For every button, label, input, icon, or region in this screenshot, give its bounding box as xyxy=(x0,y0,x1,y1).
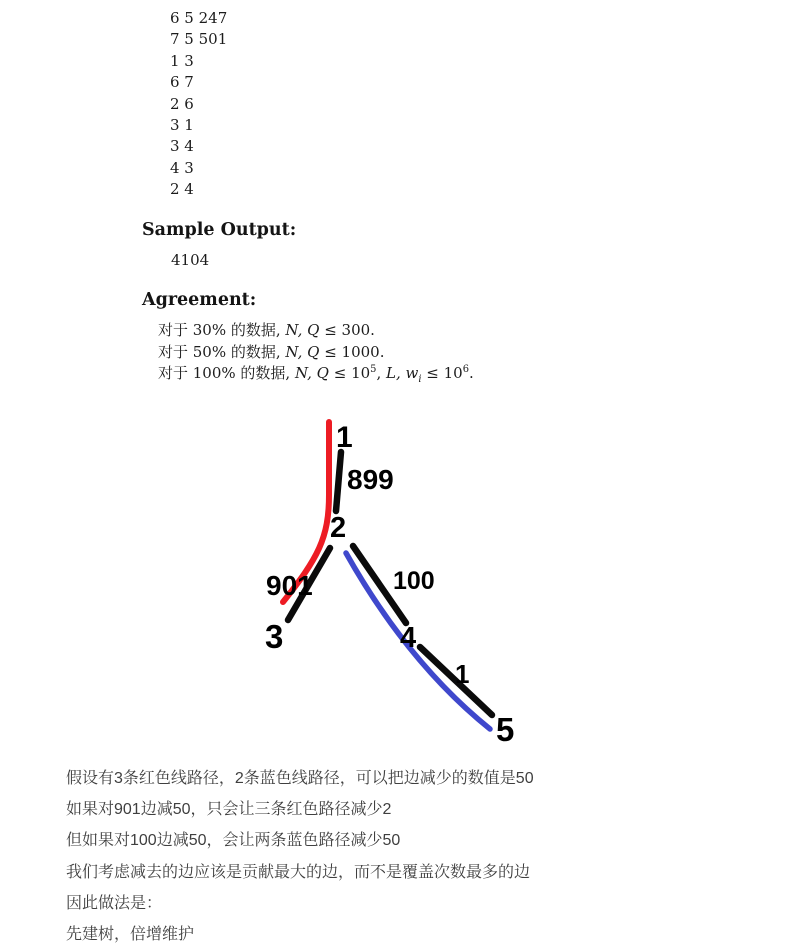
note-line: 先建树，倍增维护 xyxy=(66,926,195,944)
text-segment: ≤ 300. xyxy=(319,321,375,339)
sample-input-line: 7 5 501 xyxy=(170,30,228,49)
text-segment: N, Q xyxy=(285,342,320,361)
note-line: 我们考虑减去的边应该是贡献最大的边，而不是覆盖次数最多的边 xyxy=(66,863,531,881)
text-segment: . xyxy=(469,364,474,383)
sample-input-line: 3 4 xyxy=(170,137,194,156)
sample-input-line: 6 7 xyxy=(170,73,194,92)
text-segment: ≤ 1000. xyxy=(319,342,385,361)
edge-weight-901: 901 xyxy=(266,570,313,601)
sample-input-line: 1 3 xyxy=(170,51,194,70)
sample-input-block xyxy=(170,8,227,201)
text-segment: 对于 100% 的数据, xyxy=(158,364,295,383)
node-label-1: 1 xyxy=(336,421,353,454)
sample-input-line: 2 4 xyxy=(170,180,194,199)
note-line: 但如果对100边减50，会让两条蓝色路径减少50 xyxy=(66,832,401,850)
node-label-4: 4 xyxy=(400,622,417,654)
sample-input-line: 3 1 xyxy=(170,116,194,135)
edge-weight-100: 100 xyxy=(393,567,435,595)
constraint-line xyxy=(158,320,474,342)
text-segment: , xyxy=(376,364,387,383)
sample-input-line: 6 5 247 xyxy=(170,9,228,27)
text-segment: N, Q xyxy=(285,321,320,339)
edge-weight-1: 1 xyxy=(455,659,470,689)
node-label-5: 5 xyxy=(496,711,515,748)
text-segment: ≤ 10 xyxy=(421,364,463,383)
edge-weight-899: 899 xyxy=(347,464,394,495)
text-segment: N, Q xyxy=(294,364,329,383)
notes-block xyxy=(66,763,534,950)
sample-input-line: 4 3 xyxy=(170,158,194,177)
constraint-line xyxy=(158,342,474,364)
sample-input-line: 2 6 xyxy=(170,94,194,113)
text-segment: i xyxy=(418,374,422,386)
constraint-line xyxy=(158,363,474,385)
edge-1-2 xyxy=(336,452,341,511)
text-segment: 6 xyxy=(462,364,470,376)
node-label-3: 3 xyxy=(265,618,284,655)
constraints-block xyxy=(158,320,474,385)
agreement-heading: Agreement: xyxy=(142,290,257,310)
text-segment: ≤ 10 xyxy=(328,364,371,383)
note-line: 假设有3条红色线路径，2条蓝色线路径，可以把边减少的数值是50 xyxy=(66,770,534,787)
text-segment: L, w xyxy=(386,364,419,383)
sample-output-heading: Sample Output: xyxy=(142,220,297,240)
tree-diagram xyxy=(250,405,540,755)
node-label-2: 2 xyxy=(330,512,347,544)
text-segment: 对于 30% 的数据, xyxy=(158,321,286,339)
note-line: 如果对901边减50，只会让三条红色路径减少2 xyxy=(66,801,392,819)
text-segment: 对于 50% 的数据, xyxy=(158,342,286,361)
note-line: 因此做法是： xyxy=(66,894,163,912)
text-segment: 5 xyxy=(370,364,377,376)
sample-output-value: 4104 xyxy=(171,251,210,269)
